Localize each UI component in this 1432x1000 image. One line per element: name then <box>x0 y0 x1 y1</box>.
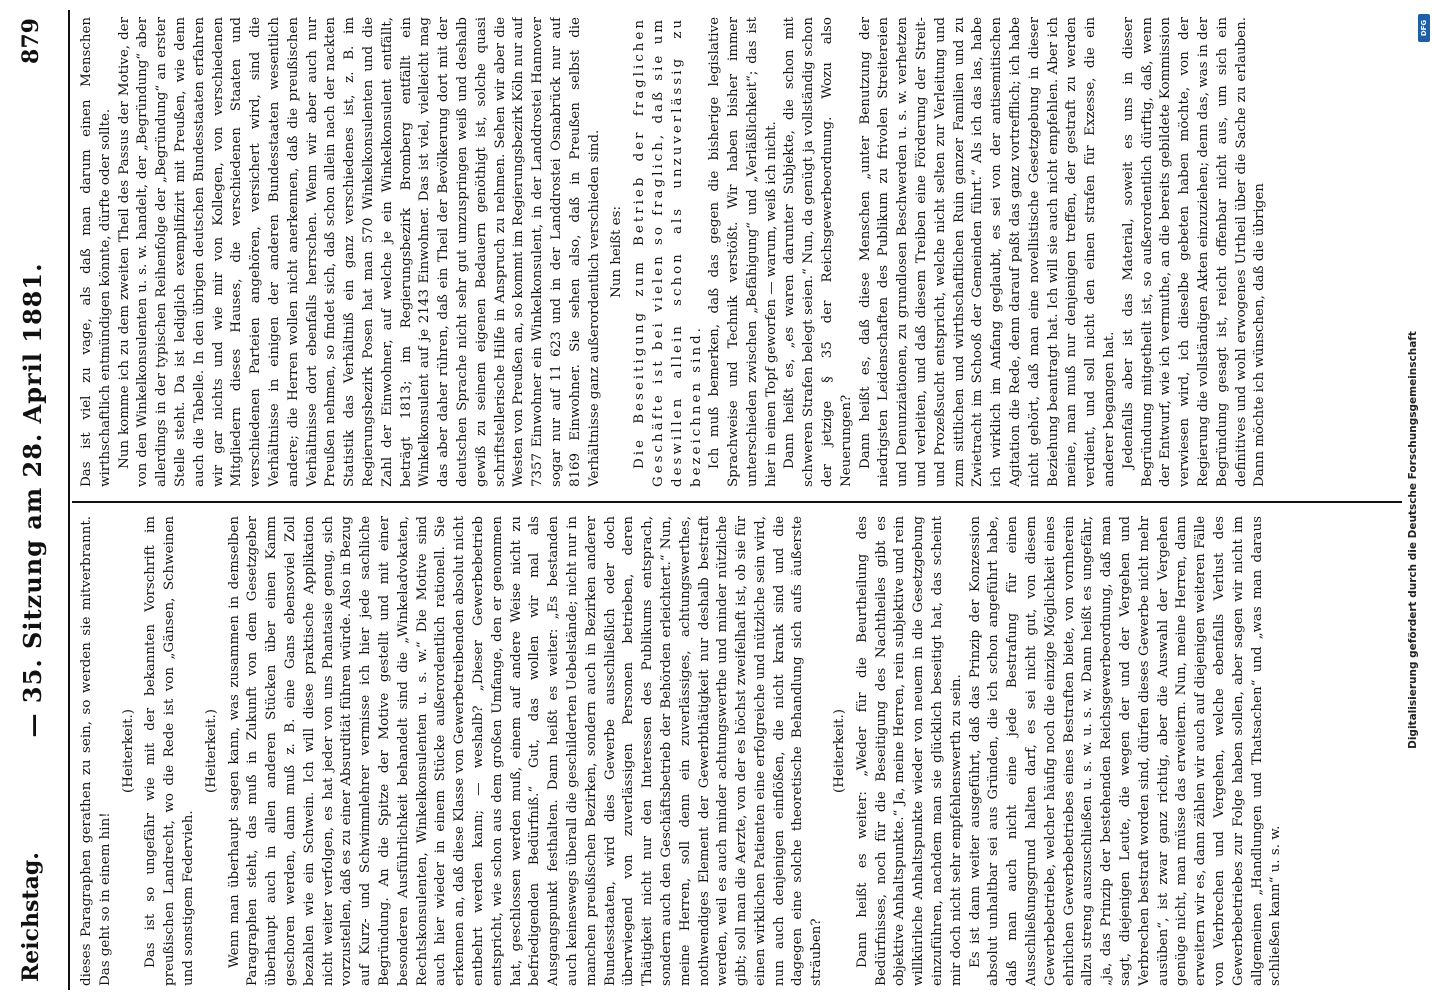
left-column <box>78 516 1408 986</box>
interjection: (Heiterkeit.) <box>832 709 848 793</box>
running-header <box>10 0 62 1000</box>
paragraph: dieses Paragraphen gerathen zu sein, so werden sie mitverbrannt. Das geht so in einem hin! <box>79 516 113 986</box>
paragraph: Dann heißt es, „es waren darunter Subjekte, die schon mit schweren Strafen belegt seien.“ Nun, da genügt ja vollständig schon der jetzige § 35 der Reichsgewerbeordnung. Wozu also Neuerungen? <box>782 17 854 487</box>
paragraph: Dann heißt es weiter: „Weder für die Beurtheilung des Bedürfnisses, noch für die Beseitigung des Nachtheiles gibt es objektive Anhaltspunkte.“ Ja, meine Herren, rein subjektive und rein willkürliche Anhaltspunkte wieder von neuem in die Gesetzgebung einzuführen, nachdem man sie glücklich beseitigt hat, das scheint mir doch nicht sehr empfehlenswerth zu sein. <box>854 516 964 986</box>
interjection: (Heiterkeit.) <box>203 709 219 793</box>
credit-text: Digitalisierung gefördert durch die Deutsche Forschungsgemeinschaft <box>1407 331 1419 749</box>
header-rule <box>68 10 70 990</box>
paragraph: Die Beseitigung zum Betrieb der fraglichen Geschäfte ist bei vielen so fraglich, daß sie um deswillen allein schon als unzuverlässig zu bezeichnen sind. <box>632 17 704 487</box>
header-left: Reichstag. <box>18 852 44 982</box>
column-divider <box>72 501 1402 503</box>
interjection: (Heiterkeit.) <box>120 709 136 793</box>
paragraph: Jedenfalls aber ist das Material, soweit es uns in dieser Begründung mitgetheilt ist, so außerordentlich dürftig, daß, wenn der Entwurf, wie ich vermuthe, an die bereits gebildete Kommission verwiesen wird, ich dieselbe gebeten haben möchte, von der Regierung die vollständigen Akten einzuziehen; denn das, was in der Begründung gesagt ist, reicht offenbar nicht aus, um sich ein definitives und wohl erwogenes Urtheil über die Sache zu erlauben. Dann möchte ich wünschen, daß die übrigen <box>1120 17 1268 487</box>
paragraph: Wenn man überhaupt sagen kann, was zusammen in demselben Paragraphen steht, das muß in Zukunft von dem Gesetzgeber überhaupt auch in allen anderen Stücken über einen Kamm geschoren werden, dann muß z. B. eine Gans ebensoviel Zoll bezahlen wie ein Schwein. Ich will diese praktische Applikation nicht weiter verfolgen, es hat jeder von uns Phantasie genug, sich vorzustellen, daß es zu einer Absurdität führen würde. Also in Bezug auf Kurz- und Schwimmlehrer vermisse ich hier jede sachliche Begründung. An die Spitze der Motive gestellt und mit einer besonderen Ausführlichkeit behandelt sind die „Winkeladvokaten, Rechtskonsulenten, Winkelkonsulenten u. s. w.“ Die Motive sind auch hier wieder in einem Stücke außerordentlich rationell. Sie erkennen an, daß diese Klasse von Gewerbetreibenden absolut nicht entbehrt werden kann; — weshalb? „Dieser Gewerbebetrieb entspricht, wie schon aus dem großen Umfange, den er genommen hat, geschlossen werden muß, einem auf andere Weise nicht zu befriedigenden Bedürfniß.“ Gut, das wollen wir mal als Ausgangspunkt festhalten. Dann heißt es weiter: „Es bestanden auch keineswegs überall die geschilderten Uebelstände; nicht nur in manchen preußischen Bezirken, sondern auch in Bezirken anderer Bundesstaaten, wird dies Gewerbe ausschließlich oder doch überwiegend von zuverlässigen Personen betrieben, deren Thätigkeit nicht nur den Interessen des Publikums entsprach, sondern auch den Geschäftsbetrieb der Behörden erleichtert.“ Nun, meine Herren, soll denn ein zuverlässiges, achtungswerthes, nothwendiges Element der Gewerbthätigkeit nur deshalb bestraft werden, weil es auch minder achtungswerthe und minder nützliche gibt; soll man die Aerzte, von der es höchst zweifelhaft ist, ob sie für einen wirklichen Patienten eine erfolgreiche und nützliche sein wird, nun auch denjenigen einflößen, die nicht krank sind und die dagegen eine solche theoretische Behandlung sich aufs äußerste sträuben? <box>226 516 825 986</box>
paragraph: Das ist so ungefähr wie mit der bekannten Vorschrift im preußischen Landrecht, wo die Rede ist von „Gänsen, Schweinen und sonstigem Federvieh. <box>143 516 196 986</box>
paragraph: Nun komme ich zu dem zweiten Theil des Passus der Motive, der von den Winkelkonsulenten u. s. w. handelt, der „Begründung“ aber allerdings in der typischen Reihenfolge der „Begründung“ an erster Stelle steht. Da ist lediglich exemplifizirt mit Preußen, wie denn auch die Tabelle. In den übrigen deutschen Bundesstaaten erfahren wir gar nichts und wie mir von Kollegen, von verschiedenen Mitgliedern dieses Hauses, die verschiedenen Staaten und verschiedenen Parteien angehören, versichert wird, sind die Verhältnisse in einigen der anderen Bundesstaaten wesentlich andere; die Herren wollen nicht anerkennen, daß die preußischen Verhältnisse dort ebenfalls herrschen. Wenn wir aber auch nur Preußen nehmen, so findet sich, daß schon allein nach der nackten Statistik das Verhältniß ein ganz verschiedenes ist, z. B. im Regierungsbezirk Posen hat man 570 Winkelkonsulenten und die Zahl der Einwohner, auf welche je ein Winkelkonsulent entfällt, beträgt 1813; im Regierungsbezirk Bromberg entfällt ein Winkelkonsulent auf je 2143 Einwohner. Das ist viel, vielleicht mag das aber daher rühren, daß ein Theil der Bevölkerung dort mit der deutschen Sprache nicht sehr gut umzuspringen weiß und deshalb gewiß zu seinem eigenen Bedauern genöthigt ist, solche quasi schriftstellerische Hilfe in Anspruch zu nehmen. Sehen wir aber die Westen von Preußen an, so kommt im Regierungsbezirk Köln nur auf 7357 Einwohner ein Winkelkonsulent, in der Landdrostei Hannover sogar nur auf 11 623 und in der Landdrostei Osnabrück nur auf 8169 Einwohner. Sie sehen also, daß in Preußen selbst die Verhältnisse ganz außerordentlich verschieden sind. <box>116 17 602 487</box>
right-column <box>78 17 1408 487</box>
paragraph: Dann heißt es, daß diese Menschen „unter Benutzung der niedrigsten Leidenschaften des Publikum zu frivolen Streitereien und Denunziationen, zu grundlosen Beschwerden u. s. w. verhetzen und verleiten, und daß diesem Treiben eine Förderung der Streit- und Prozeßsucht entspricht, welche nicht selten zur Verleitung und zum sittlichen und wirthschaftlichen Ruin ganzer Familien und zu Zwietracht im Schooß der Gemeinden führt.“ Als ich das las, habe ich wirklich im Anfang geglaubt, es sei von der antisemitischen Agitation die Rede, denn darauf paßt das ganz vortrefflich; ich habe nicht gehört, daß man eine novellistische Gesetzgebung in dieser Beziehung beantragt hat. Ich will sie auch nicht empfehlen. Aber ich meine, man muß nur denjenigen treffen, der gestraft zu werden verdient, und soll nicht den einen strafen für Exzesse, die ein anderer begangen hat. <box>857 17 1118 487</box>
paragraph: Das ist viel zu vage, als daß man darum einen Menschen wirthschaftlich entmündigen könnte, dürfte oder sollte. <box>79 17 113 487</box>
paragraph: Ich muß bemerken, daß das gegen die bisherige legislative Sprachweise und Technik verstößt. Wir haben bisher immer unterschieden zwischen „Befähigung“ und „Verläßlichkeit“; das ist hier in einen Topf geworfen — warum, weiß ich nicht. <box>707 17 779 487</box>
header-title: — 35. Sitzung am 28. April 1881. <box>18 262 47 738</box>
page-number: 879 <box>18 18 44 64</box>
dfg-logo: DFG <box>1418 14 1430 42</box>
digitization-credit <box>1393 100 1432 980</box>
paragraph: Es ist dann weiter ausgeführt, daß das Prinzip der Konzession absolut unhaltbar sei aus Gründen, die ich schon angeführt habe, daß man auch nicht eine jede Bestrafung für einen Ausschließungsgrund halten darf, es sei nicht gut, von diesem Gewerbebetriebe, welcher häufig noch die einzige Möglichkeit eines ehrlichen Gewerbebetriebes eines Bestraften biete, von vornherein allzu streng auszuschließen u. s. w. u. s. w. Dann heißt es ungefähr, „ja, das Prinzip der bestehenden Reichsgewerbeordnung, daß man sagt, diejenigen Leute, die wegen der und der Vergehen und Verbrechen bestraft worden sind, dürfen dieses Gewerbe nicht mehr ausüben“, ist zwar ganz richtig, aber die Auswahl der Vergehen genüge nicht, man müsse das erweitern. Nun, meine Herren, dann erweitern wir es, dann zählen wir auch auf diejenigen weiteren Fälle von Verbrechen und Vergehen, welche ebenfalls Verlust des Gewerbebetriebes zur Folge haben sollen, aber sagen wir nicht im allgemeinen „Handlungen und Thatsachen“ und „was man daraus schließen kann“ u. s. w. <box>967 516 1284 986</box>
interjection: Nun heißt es: <box>609 206 625 298</box>
